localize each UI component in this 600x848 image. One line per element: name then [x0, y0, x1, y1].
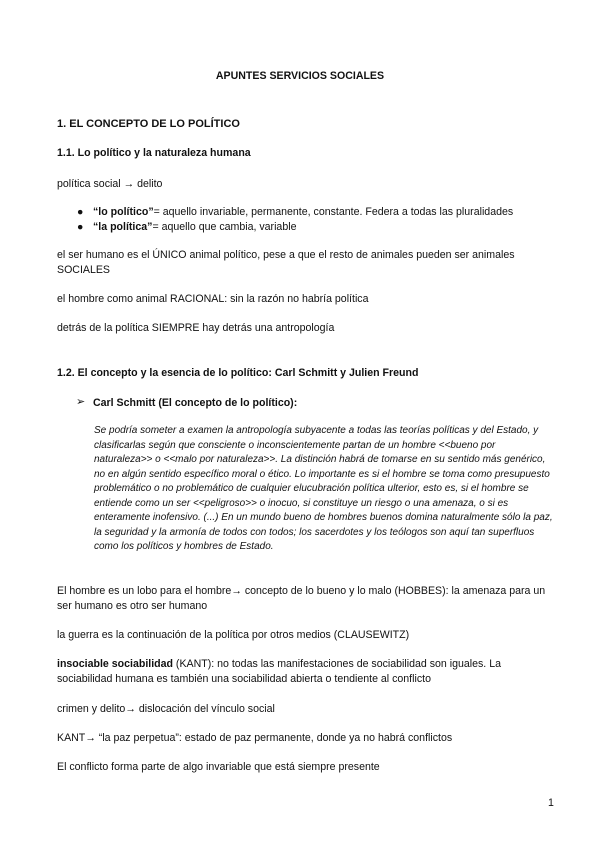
bullet-text: = aquello invariable, permanente, constante. Federa a todas las pluralidades — [153, 206, 514, 218]
paragraph-guerra: la guerra es la continuación de la política por otros medios (CLAUSEWITZ) — [57, 629, 410, 641]
paragraph-hombre-racional: el hombre como animal RACIONAL: sin la razón no habría política — [57, 293, 369, 305]
paragraph-ser-humano: el ser humano es el ÚNICO animal político, pese a que el resto de animales pueden ser animales SOCIALES — [57, 249, 515, 276]
arrow-bullet-icon: ➢ — [76, 396, 86, 408]
paragraph-kant-paz: KANT→ “la paz perpetua”: estado de paz permanente, donde ya no habrá conflictos — [57, 732, 453, 744]
paragraph-politica-social: política social → delito — [57, 178, 163, 190]
bullet-item-la-politica — [93, 220, 296, 235]
document-title: APUNTES SERVICIOS SOCIALES — [215, 70, 385, 82]
bullet-term: “la política” — [93, 221, 153, 233]
section-1-1-heading: 1.1. Lo político y la naturaleza humana — [57, 147, 251, 159]
paragraph-insociable — [57, 657, 547, 686]
schmitt-quote: Se podría someter a examen la antropología subyacente a todas las teorías políticas y del Estado, y clasificarlas según que consciente o inconscientemente partan de un hombre <<bueno por naturaleza>> o <<malo por naturaleza>>. La distinción habrá de tomarse en su sentido más genérico, no en algún sentido específico moral o ético. Lo importante es si el hombre se toma como presupuesto problemático o no problemático de cualquier elucubración política ulterior, esto es, si el hombre se entiende como un ser <<peligroso>> o inocuo, si constituye un riesgo o una amenaza, o si es enteramente inofensivo. (...) En un mundo bueno de hombres buenos domina naturalmente sólo la paz, la seguridad y la armonía de todos con todos; los sacerdotes y los teólogos son aquí tan superfluos como los políticos y hombres de Estado. — [94, 425, 553, 553]
bullet-text: = aquello que cambia, variable — [152, 221, 297, 233]
bullet-item-lo-politico — [93, 205, 513, 220]
schmitt-heading: Carl Schmitt (El concepto de lo político): — [93, 397, 298, 409]
insociable-text: (KANT): no todas las manifestaciones de sociabilidad son iguales. La sociabilidad humana es también una sociabilidad abierta o tendiente al conflicto — [57, 658, 501, 685]
paragraph-lobo: El hombre es un lobo para el hombre→ concepto de lo bueno y lo malo (HOBBES): la amenaza para un ser humano es otro ser humano — [57, 585, 546, 612]
paragraph-crimen: crimen y delito→ dislocación del vínculo social — [57, 703, 275, 715]
section-1-heading: 1. EL CONCEPTO DE LO POLÍTICO — [57, 118, 240, 130]
bullet-dot-icon: ● — [77, 206, 84, 218]
bullet-dot-icon: ● — [77, 221, 84, 233]
paragraph-conflicto: El conflicto forma parte de algo invariable que está siempre presente — [57, 761, 380, 773]
page-number: 1 — [548, 797, 554, 809]
section-1-2-heading: 1.2. El concepto y la esencia de lo político: Carl Schmitt y Julien Freund — [57, 367, 419, 379]
paragraph-detras: detrás de la política SIEMPRE hay detrás una antropología — [57, 322, 335, 334]
bullet-term: “lo político” — [93, 206, 154, 218]
insociable-term: insociable sociabilidad — [57, 658, 173, 670]
